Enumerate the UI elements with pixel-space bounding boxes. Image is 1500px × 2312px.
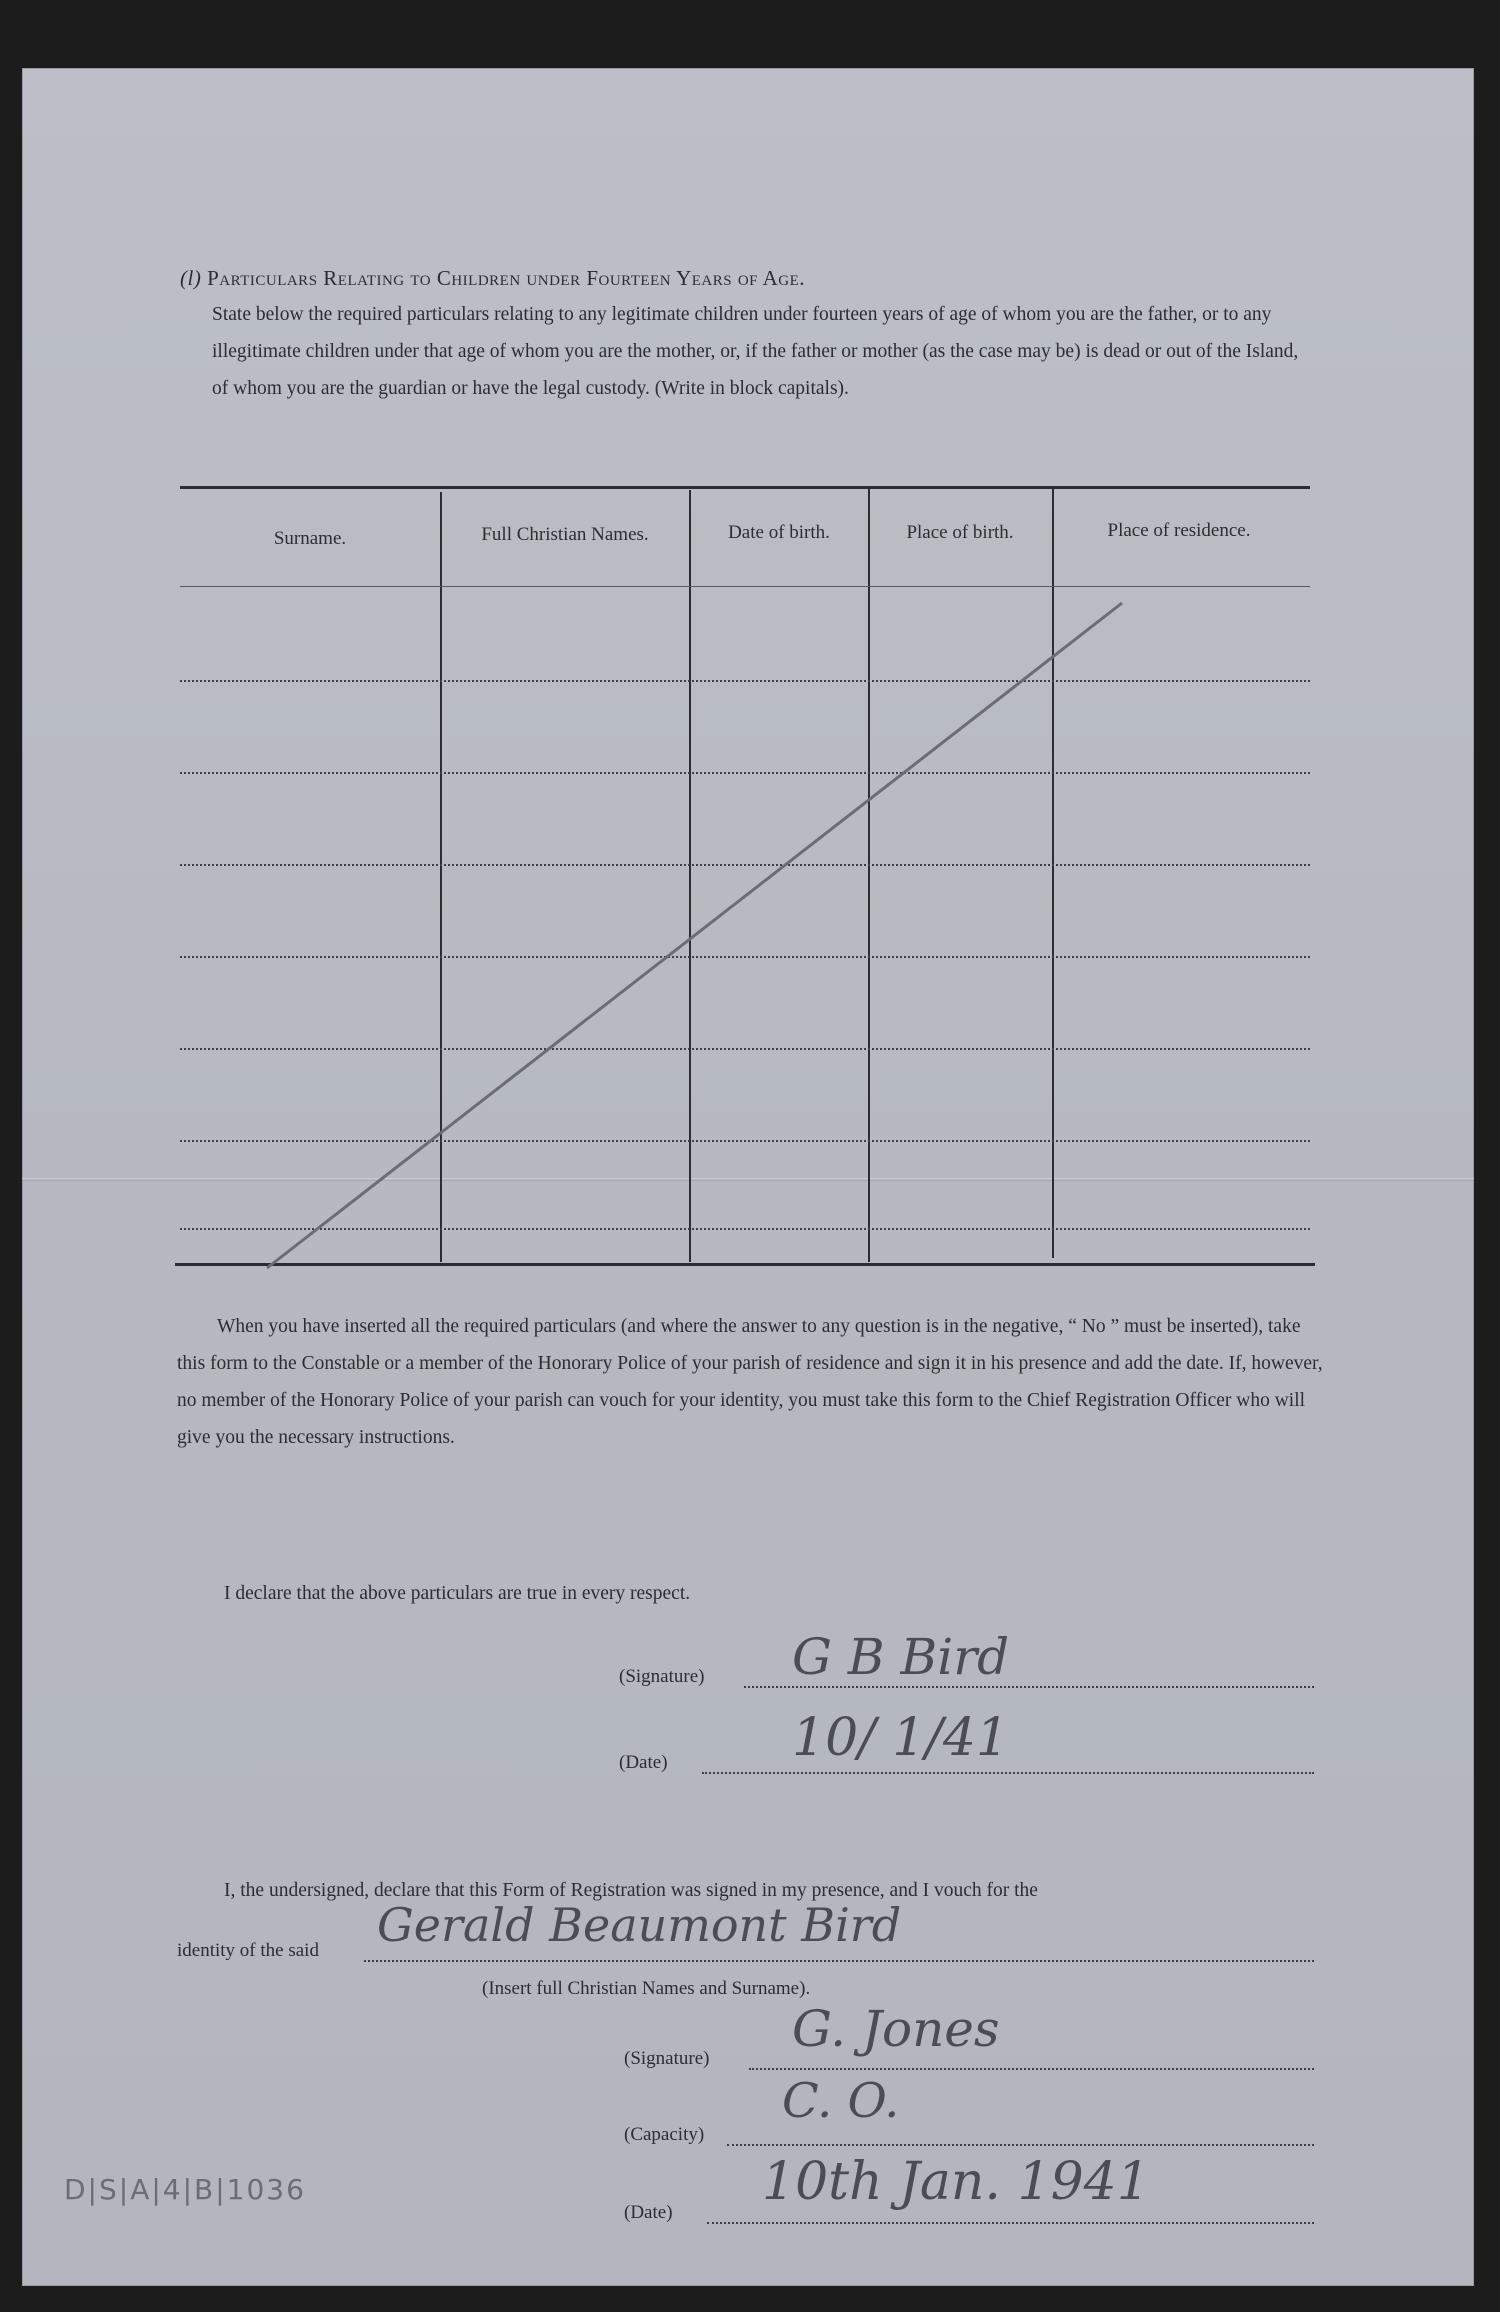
capacity-label: (Capacity)	[624, 2124, 705, 2145]
identity-hint: (Insert full Christian Names and Surname).	[482, 1978, 811, 1999]
col-head-surname: Surname.	[273, 528, 347, 549]
identity-label: identity of the said	[177, 1940, 319, 1961]
voucher-signature-value: G. Jones	[792, 2000, 1000, 2058]
form-sheet	[22, 68, 1474, 2286]
col-head-place-of-residence: Place of residence.	[1107, 520, 1251, 541]
identity-value: Gerald Beaumont Bird	[377, 1898, 902, 1952]
strike-through-line	[22, 68, 1474, 1368]
instructions-text: State below the required particulars relating to any legitimate children under fourteen years of age of whom you are the father, or to any illegitimate children under that age of whom you are the mother, or, if the father or mother (as the case may be) is dead or out of the Island, of whom you are the guardian or have the legal custody. (Write in block capitals).	[212, 304, 1299, 399]
declaration-signature-label: (Signature)	[619, 1666, 705, 1687]
declaration-date-value: 10/ 1/41	[792, 1708, 1009, 1768]
section-letter: (l)	[180, 266, 202, 290]
capacity-line	[727, 2144, 1314, 2146]
col-head-christian-names: Full Christian Names.	[481, 524, 649, 545]
capacity-value: C. O.	[782, 2073, 900, 2129]
section-title: Particulars Relating to Children under Fourteen Years of Age.	[207, 266, 805, 290]
col-head-date-of-birth: Date of birth.	[728, 522, 830, 543]
voucher-date-value: 10th Jan. 1941	[762, 2152, 1150, 2212]
voucher-date-label: (Date)	[624, 2202, 673, 2223]
declaration-text: I declare that the above particulars are true in every respect.	[224, 1583, 691, 1604]
notice-paragraph	[177, 1308, 1327, 1456]
notice-text: When you have inserted all the required particulars (and where the answer to any question is in the negative, “ No ” must be inserted), take this form to the Constable or a member of the Honorary Police of your parish of residence and sign it in his presence and add the date. If, however, no member of the Honorary Police of your parish can vouch for your identity, you must take this form to the Chief Registration Officer who will give you the necessary instructions.	[177, 1316, 1323, 1448]
identity-line	[364, 1960, 1314, 1962]
declaration-date-line	[702, 1772, 1314, 1774]
archive-reference: D|S|A|4|B|1036	[64, 2173, 306, 2206]
declaration-signature-value: G B Bird	[792, 1628, 1010, 1686]
voucher-signature-label: (Signature)	[624, 2048, 710, 2069]
voucher-date-line	[707, 2222, 1314, 2224]
col-head-place-of-birth: Place of birth.	[906, 522, 1014, 543]
voucher-text: I, the undersigned, declare that this Form of Registration was signed in my presence, and I vouch for the	[224, 1880, 1038, 1901]
declaration-date-label: (Date)	[619, 1752, 668, 1773]
declaration-signature-line	[744, 1686, 1314, 1688]
voucher-signature-line	[749, 2068, 1314, 2070]
